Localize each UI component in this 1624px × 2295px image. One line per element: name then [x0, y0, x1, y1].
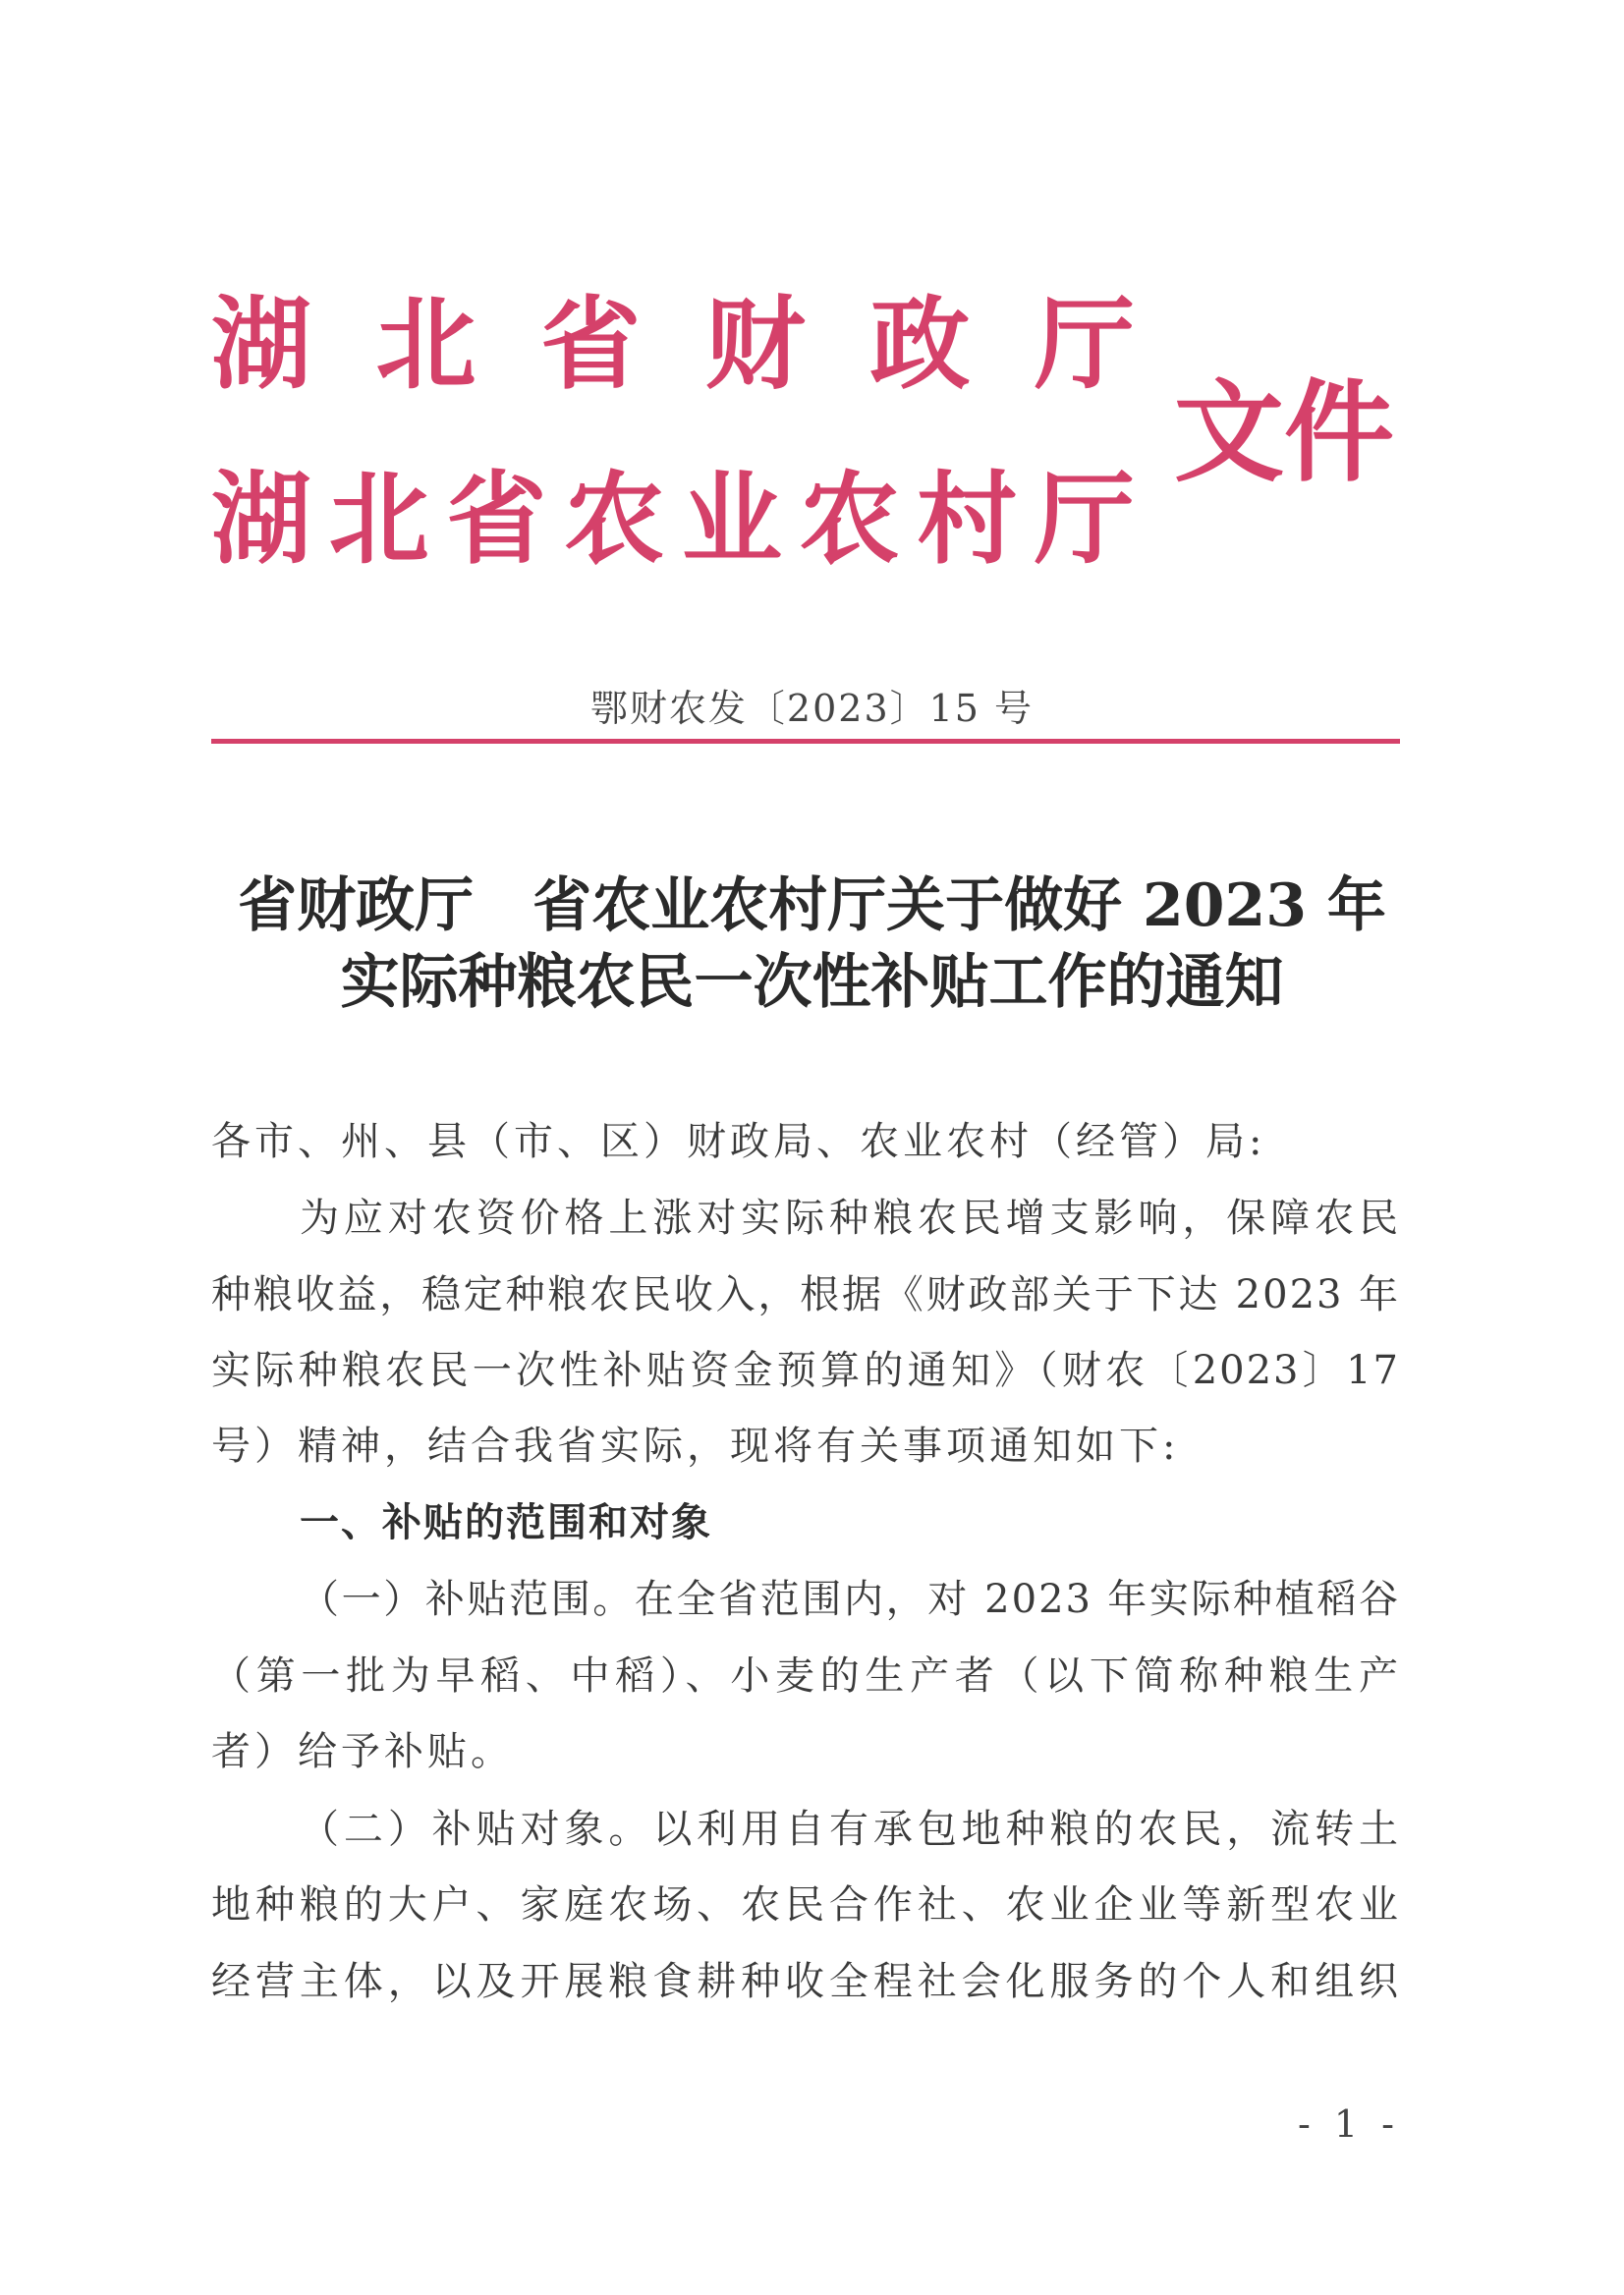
- section-heading: 一、补贴的范围和对象: [300, 1500, 712, 1545]
- letterhead-suffix: 文件: [1174, 368, 1394, 497]
- document-title-line-1: 省财政厅 省农业农村厅关于做好 2023 年: [238, 871, 1386, 940]
- letterhead-char: 政: [869, 286, 971, 404]
- letterhead-char: 厅: [1034, 286, 1135, 404]
- paragraph-line: 者）给予补贴。: [211, 1729, 514, 1774]
- document-number: 鄂财农发〔2023〕15 号: [589, 687, 1035, 730]
- salutation: 各市、州、县（市、区）财政局、农业农村（经管）局:: [211, 1119, 1266, 1164]
- letterhead-char: 省: [540, 286, 642, 404]
- letterhead-char: 北: [328, 461, 429, 579]
- red-divider: [211, 739, 1400, 744]
- letterhead-char: 农: [799, 461, 900, 579]
- letterhead-char: 厅: [1034, 461, 1135, 579]
- letterhead-char: 村: [917, 461, 1018, 579]
- letterhead-char: 北: [375, 286, 476, 404]
- paragraph-line: 实际种粮农民一次性补贴资金预算的通知》（财农〔2023〕17: [211, 1348, 1400, 1393]
- letterhead-char: 湖: [211, 461, 311, 579]
- page-number: - 1 -: [1297, 2102, 1400, 2146]
- letterhead-char: 省: [446, 461, 547, 579]
- paragraph-line: 地种粮的大户、家庭农场、农民合作社、农业企业等新型农业: [211, 1882, 1400, 1928]
- paragraph-line: 号）精神，结合我省实际，现将有关事项通知如下:: [211, 1424, 1180, 1469]
- document-title-line-2: 实际种粮农民一次性补贴工作的通知: [340, 948, 1284, 1017]
- paragraph-line: （第一批为早稻、中稻）、小麦的生产者（以下简称种粮生产: [211, 1653, 1400, 1699]
- letterhead-char: 湖: [211, 286, 311, 404]
- paragraph-line: （二）补贴对象。以利用自有承包地种粮的农民，流转土: [300, 1807, 1400, 1852]
- paragraph-line: 种粮收益，稳定种粮农民收入，根据《财政部关于下达 2023 年: [211, 1272, 1400, 1317]
- paragraph-line: 经营主体，以及开展粮食耕种收全程社会化服务的个人和组织: [211, 1959, 1400, 2004]
- paragraph-line: （一）补贴范围。在全省范围内，对 2023 年实际种植稻谷: [300, 1577, 1400, 1622]
- letterhead-line-1: [211, 286, 1135, 404]
- letterhead-char: 财: [704, 286, 806, 404]
- letterhead-line-2: [211, 461, 1135, 579]
- letterhead-char: 业: [681, 461, 782, 579]
- letterhead-char: 农: [564, 461, 665, 579]
- paragraph-line: 为应对农资价格上涨对实际种粮农民增支影响，保障农民: [300, 1196, 1400, 1241]
